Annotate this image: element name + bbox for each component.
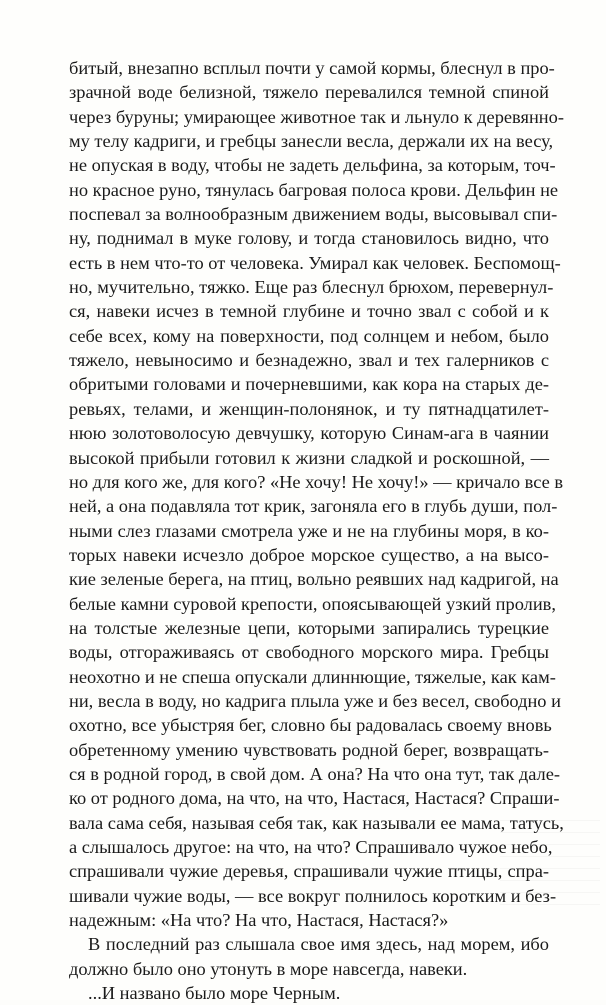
text-line: торых навеки исчезло доброе морское существо, а на высо- bbox=[69, 544, 549, 565]
text-line: В последний раз слышала свое имя здесь, над морем, ибо bbox=[88, 934, 549, 955]
text-line: вала сама себя, называя себя так, как называли ее мама, татусь, bbox=[69, 812, 564, 833]
text-line: ся в родной город, в свой дом. А она? На что она тут, так дале- bbox=[69, 763, 561, 784]
text-line: ни, весла в воду, но кадрига плыла уже и без весел, свободно и bbox=[69, 690, 561, 711]
text-line: белые камни суровой крепости, опоясывающей узкий пролив, bbox=[69, 593, 556, 614]
bleed-through-texture bbox=[500, 820, 600, 910]
text-line: ней, а она подавляла тот крик, загоняла его в глубь души, пол- bbox=[69, 496, 558, 517]
text-line: поспевал за волнообразным движением воды, высовывал спи- bbox=[69, 204, 558, 225]
text-line: кие зеленые берега, на птиц, вольно реявших над кадригой, на bbox=[69, 569, 559, 590]
paragraph-1 bbox=[69, 56, 564, 932]
text-line: спрашивали чужие деревья, спрашивали чужие птицы, спра- bbox=[69, 861, 549, 882]
text-line: шивали чужие воды, — все вокруг полнилось коротким и без- bbox=[69, 885, 557, 906]
text-line: не опуская в воду, чтобы не задеть дельфина, за которым, точ- bbox=[69, 155, 556, 176]
text-line: надежным: «На что? На что, Настася, Настася?» bbox=[69, 910, 449, 931]
paragraph-2 bbox=[69, 932, 549, 981]
text-line: обритыми головами и почерневшими, как кора на старых де- bbox=[69, 374, 549, 395]
text-line: зрачной воде белизной, тяжело перевалился темной спиной bbox=[69, 82, 549, 103]
text-line: через буруны; умирающее животное так и льнуло к деревянно- bbox=[69, 106, 564, 127]
text-line: а слышалось другое: на что, на что? Спрашивало чужое небо, bbox=[69, 837, 553, 857]
text-line: есть в нем что-то от человека. Умирал как человек. Беспомощ- bbox=[69, 252, 561, 273]
text-line: ко от родного дома, на что, на что, Настася, Настася? Спраши- bbox=[69, 788, 560, 809]
text-line: му телу кадриги, и гребцы занесли весла, держали их на весу, bbox=[69, 131, 554, 152]
text-line: ...И названо было море Черным. bbox=[88, 983, 341, 1004]
text-line: но для кого же, для кого? «Не хочу! Не хочу!» — кричало все в bbox=[69, 471, 564, 492]
text-line: себе всех, кому на поверхности, под солнцем и небом, было bbox=[69, 325, 549, 346]
text-line: ну, поднимал в муке голову, и тогда становилось видно, что bbox=[69, 228, 549, 249]
text-line: ными слез глазами смотрела уже и не на глубины моря, в ко- bbox=[69, 520, 549, 541]
text-line: воды, отгораживаясь от свободного морского мира. Гребцы bbox=[69, 642, 549, 663]
body-text bbox=[69, 56, 564, 1005]
text-line: ся, навеки исчез в темной глубине и точно звал с собой и к bbox=[69, 301, 549, 322]
text-line: ревьях, телами, и женщин-полонянок, и ту пятнадцатилет- bbox=[69, 398, 549, 419]
paragraph-3 bbox=[69, 981, 549, 1005]
text-line: обретенному умению чувствовать родной берег, возвращать- bbox=[69, 739, 549, 760]
text-line: высокой прибыли готовил к жизни сладкой и роскошной, — bbox=[69, 447, 549, 468]
text-line: битый, внезапно всплыл почти у самой кормы, блеснул в про- bbox=[69, 58, 555, 78]
text-line: неохотно и не спеша опускали длиннющие, тяжелые, как кам- bbox=[69, 666, 556, 687]
text-line: на толстые железные цепи, которыми запирались турецкие bbox=[69, 617, 549, 638]
text-line: нюю золотоволосую девчушку, которую Синам-ага в чаянии bbox=[69, 423, 549, 444]
text-line: охотно, все убыстряя бег, словно бы радовалась своему вновь bbox=[69, 715, 552, 736]
text-line: но, мучительно, тяжко. Еще раз блеснул брюхом, перевернул- bbox=[69, 277, 554, 298]
text-line: тяжело, невыносимо и безнадежно, звал и тех галерников с bbox=[69, 350, 549, 371]
text-line: но красное руно, тянулась багровая полоса крови. Дельфин не bbox=[69, 179, 559, 200]
text-line: должно было оно утонуть в море навсегда, навеки. bbox=[69, 958, 468, 979]
